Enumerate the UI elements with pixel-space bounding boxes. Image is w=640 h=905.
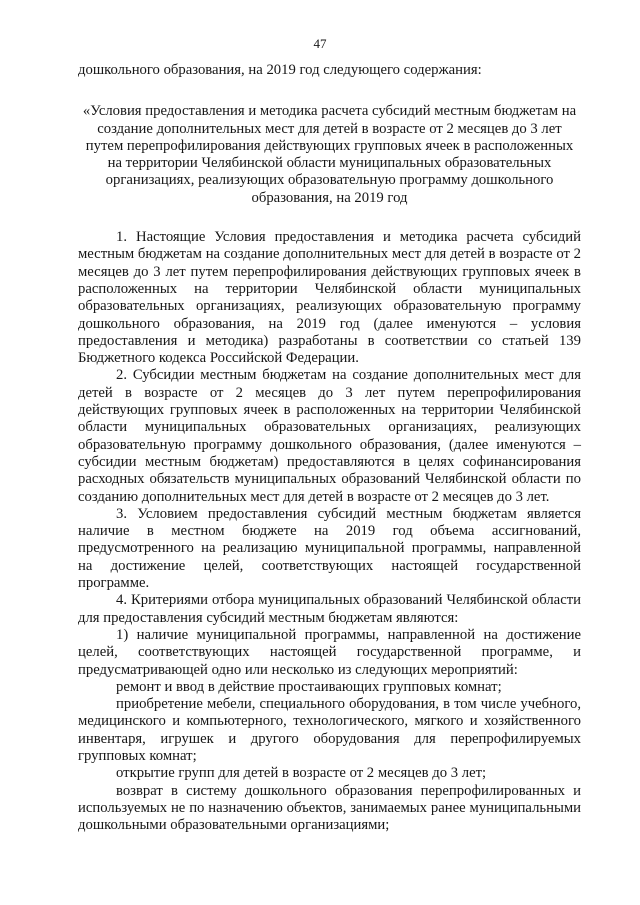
- lead-line: дошкольного образования, на 2019 год следующего содержания:: [78, 62, 482, 78]
- document-title: «Условия предоставления и методика расчета субсидий местным бюджетам на создание дополнительных мест для детей в возрасте от 2 месяцев до 3 лет путем перепрофилирования действующих групповых ячеек в расположенных на территории Челябинской области муниципальных образовательных организациях, реализующих образовательную программу дошкольного образования, на 2019 год: [82, 103, 577, 206]
- activity-repair: ремонт и ввод в действие простаивающих групповых комнат;: [116, 678, 502, 695]
- paragraph-2: 2. Субсидии местным бюджетам на создание дополнительных мест для детей в возрасте от 2 месяцев до 3 лет путем перепрофилирования действующих групповых ячеек в расположенных на территории Челябинской области муниципальных образовательных организациях, реализующих образовательную программу дошкольного образования, (далее именуются – субсидии местным бюджетам) предоставляются в целях софинансирования расходных обязательств муниципальных образований Челябинской области по созданию дополнительных мест для детей в возрасте от 2 месяцев до 3 лет.: [78, 367, 581, 505]
- paragraph-list: [78, 229, 581, 834]
- activity-equipment: приобретение мебели, специального оборудования, в том числе учебного, медицинского и компьютерного, технологического, мягкого и хозяйственного инвентаря, игрушек и другого оборудования для перепрофилируемых групповых комнат;: [78, 696, 581, 764]
- document-body: [78, 62, 581, 834]
- activity-return-objects: возврат в систему дошкольного образования перепрофилированных и используемых не по назначению объектов, занимаемых ранее муниципальными дошкольными образовательными организациями;: [78, 782, 581, 834]
- activity-open-groups: открытие групп для детей в возрасте от 2 месяцев до 3 лет;: [116, 765, 487, 782]
- paragraph-3: 3. Условием предоставления субсидий местным бюджетам является наличие в местном бюджете на 2019 год объема ассигнований, предусмотренного на реализацию муниципальной программы, направленной на достижение целей, соответствующих настоящей государственной программе.: [78, 505, 581, 592]
- page-number: 47: [313, 36, 327, 51]
- paragraph-1: 1. Настоящие Условия предоставления и методика расчета субсидий местным бюджетам на создание дополнительных мест для детей в возрасте от 2 месяцев до 3 лет путем перепрофилирования действующих групповых ячеек в расположенных на территории Челябинской области муниципальных образовательных организациях, реализующих образовательную программу дошкольного образования, на 2019 год (далее именуются – условия предоставления и методика) разработаны в соответствии со статьей 139 Бюджетного кодекса Российской Федерации.: [78, 229, 581, 367]
- criterion-1: 1) наличие муниципальной программы, направленной на достижение целей, соответствующих настоящей государственной программе, и предусматривающей одно или несколько из следующих мероприятий:: [78, 626, 581, 678]
- paragraph-4: 4. Критериями отбора муниципальных образований Челябинской области для предоставления субсидий местным бюджетам являются:: [78, 592, 581, 626]
